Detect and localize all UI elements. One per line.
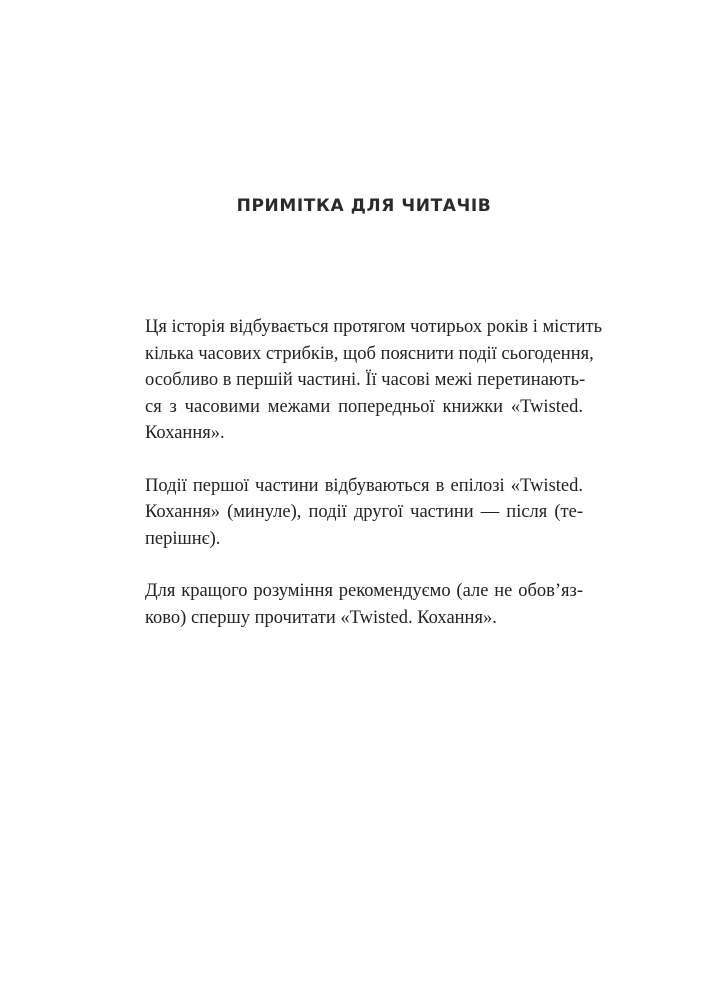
- text-line: ково) спершу прочитати «Twisted. Кохання».: [145, 607, 497, 628]
- text-line: Для кращого розуміння рекомендуємо (але не обов’яз-: [145, 581, 583, 601]
- text-line: особливо в першій частині. Її часові межі перетинають-: [145, 370, 586, 390]
- text-line: ся з часовими межами попередньої книжки «Twisted.: [145, 396, 583, 417]
- paragraph-1: [145, 314, 603, 447]
- note-body: [145, 314, 603, 657]
- text-line: кілька часових стрибків, щоб пояснити події сьогодення,: [145, 343, 594, 364]
- text-line: Події першої частини відбуваються в епілозі «Twisted.: [145, 475, 583, 496]
- paragraph-2: [145, 473, 583, 553]
- page-title: ПРИМІТКА ДЛЯ ЧИТАЧІВ: [236, 196, 492, 216]
- paragraph-3: [145, 578, 583, 631]
- text-line: Кохання».: [145, 423, 225, 443]
- text-line: Кохання» (минуле), події другої частини — після (те-: [145, 502, 583, 522]
- text-line: перішнє).: [145, 528, 221, 549]
- text-line: Ця історія відбувається протягом чотирьох років і містить: [145, 317, 603, 337]
